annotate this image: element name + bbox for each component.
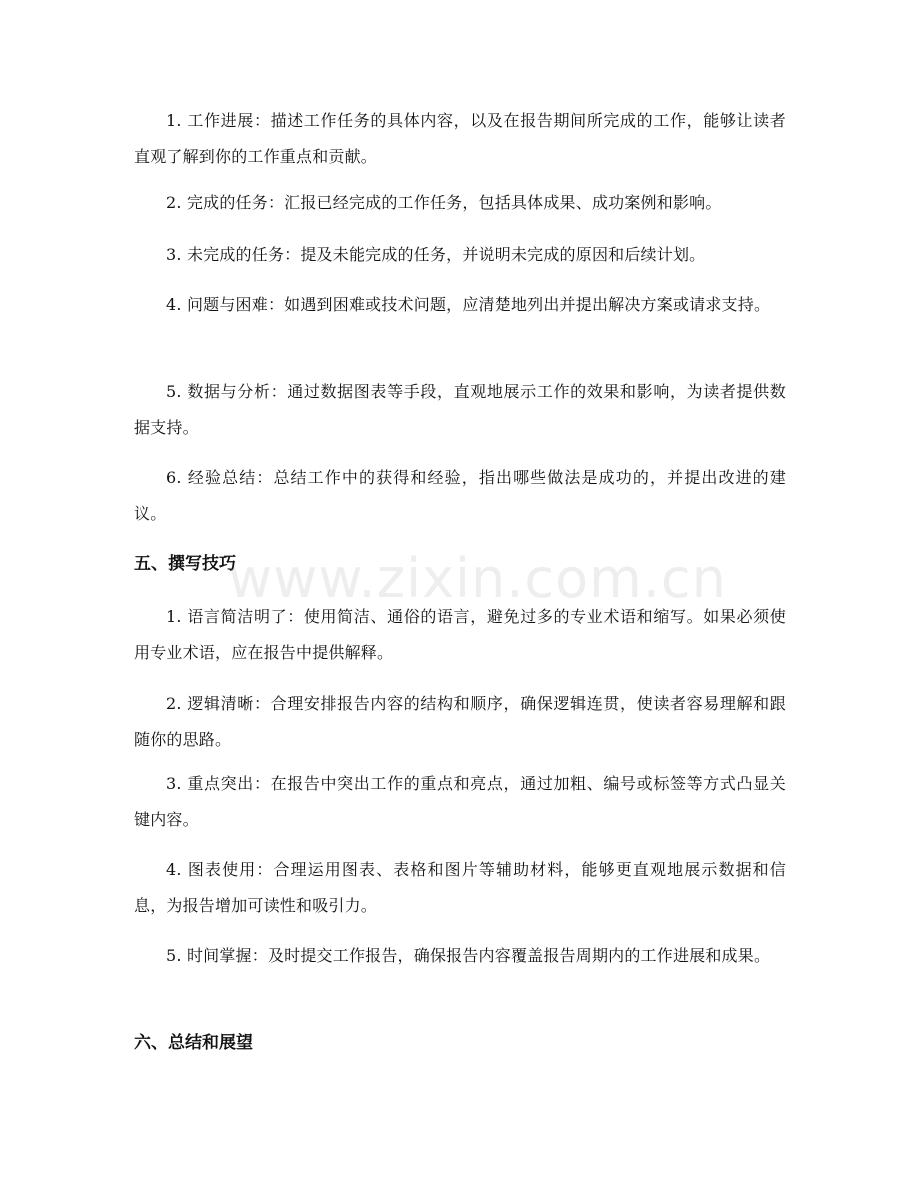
item-work-progress: 1. 工作进展：描述工作任务的具体内容，以及在报告期间所完成的工作，能够让读者直观了解到你的工作重点和贡献。	[134, 111, 786, 166]
tip-concise-language: 1. 语言简洁明了：使用简洁、通俗的语言，避免过多的专业术语和缩写。如果必须使用专业术语，应在报告中提供解释。	[134, 607, 786, 662]
tip-clear-logic: 2. 逻辑清晰：合理安排报告内容的结构和顺序，确保逻辑连贯，使读者容易理解和跟随你的思路。	[134, 694, 786, 749]
section-heading-writing-tips: 五、撰写技巧	[134, 554, 236, 574]
item-problems: 4. 问题与困难：如遇到困难或技术问题，应清楚地列出并提出解决方案或请求支持。	[166, 295, 771, 314]
tip-timing: 5. 时间掌握：及时提交工作报告，确保报告内容覆盖报告周期内的工作进展和成果。	[166, 946, 771, 965]
watermark: www.zixin.com.cn	[228, 547, 727, 610]
item-unfinished-tasks: 3. 未完成的任务：提及未能完成的任务，并说明未完成的原因和后续计划。	[166, 245, 706, 264]
section-heading-summary-outlook: 六、总结和展望	[134, 1033, 253, 1053]
item-experience-summary: 6. 经验总结：总结工作中的获得和经验，指出哪些做法是成功的，并提出改进的建议。	[134, 468, 786, 523]
item-completed-tasks: 2. 完成的任务：汇报已经完成的工作任务，包括具体成果、成功案例和影响。	[166, 193, 722, 212]
item-data-analysis: 5. 数据与分析：通过数据图表等手段，直观地展示工作的效果和影响，为读者提供数据支持。	[134, 382, 786, 437]
tip-use-charts: 4. 图表使用：合理运用图表、表格和图片等辅助材料，能够更直观地展示数据和信息，为报告增加可读性和吸引力。	[134, 860, 786, 915]
tip-highlight-key-points: 3. 重点突出：在报告中突出工作的重点和亮点，通过加粗、编号或标签等方式凸显关键内容。	[134, 774, 786, 829]
